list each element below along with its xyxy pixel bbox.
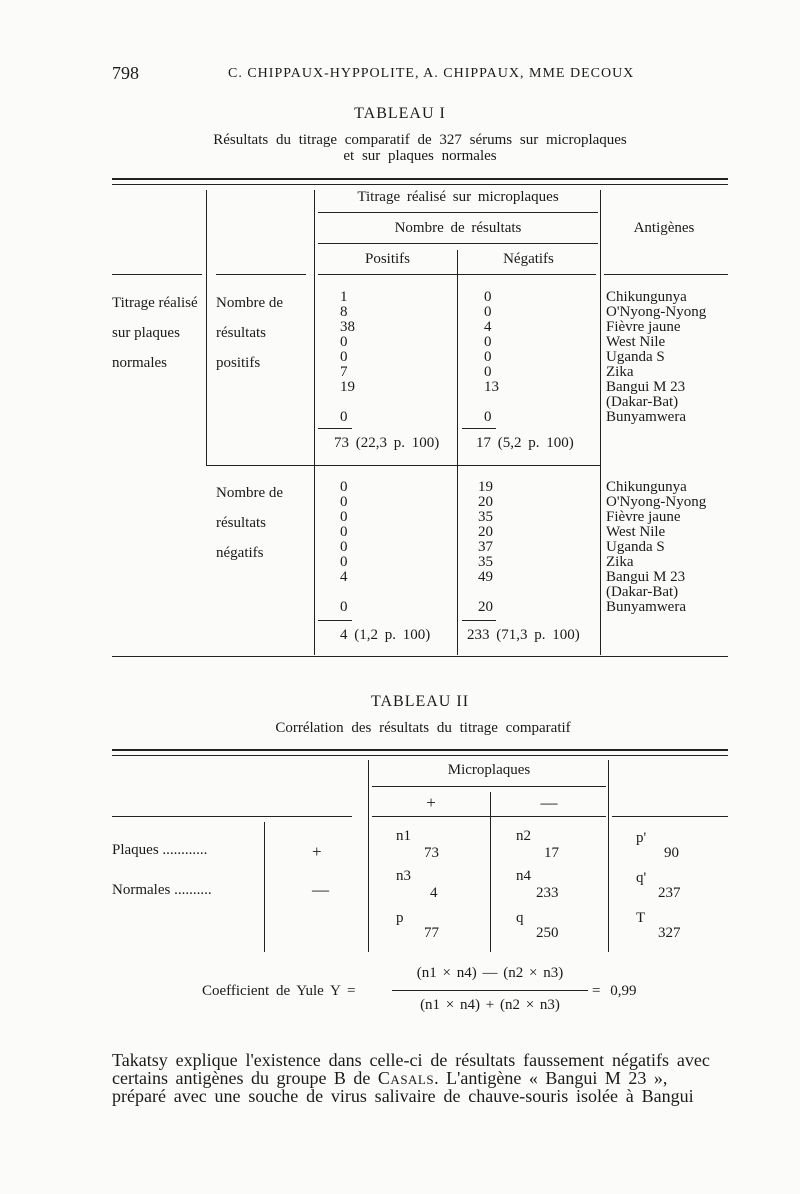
group-label-line: positifs bbox=[216, 355, 261, 371]
formula-result: = 0,99 bbox=[592, 983, 637, 999]
body-text-span: . L'antigène « Bangui M 23 », bbox=[434, 1068, 668, 1088]
antigen-name: Bunyamwera bbox=[606, 599, 686, 615]
antigen-name: Chikungunya bbox=[606, 479, 687, 495]
table-cell: 0 bbox=[340, 539, 348, 555]
formula-numerator: (n1 × n4) — (n2 × n3) bbox=[416, 965, 564, 981]
tableau2-caption: Corrélation des résultats du titrage comparatif bbox=[275, 720, 571, 736]
head-positifs: Positifs bbox=[364, 251, 410, 267]
formula-denominator: (n1 × n4) + (n2 × n3) bbox=[420, 997, 560, 1013]
table-rule bbox=[318, 212, 598, 213]
antigen-name: Chikungunya bbox=[606, 289, 687, 305]
table-rule bbox=[112, 755, 728, 756]
cell-q1-value: 237 bbox=[658, 885, 681, 901]
head-antigenes: Antigènes bbox=[633, 220, 695, 236]
table-rule bbox=[112, 274, 202, 275]
column-divider bbox=[457, 250, 458, 655]
antigen-name: O'Nyong-Nyong bbox=[606, 304, 707, 320]
body-line bbox=[112, 1069, 732, 1087]
group-label-line: négatifs bbox=[216, 545, 264, 561]
group-label-positifs bbox=[216, 288, 283, 378]
antigen-name: Zika bbox=[606, 554, 634, 570]
cell-t-label: T bbox=[636, 910, 646, 926]
table-cell: 20 bbox=[478, 524, 493, 540]
table-cell: 35 bbox=[478, 509, 493, 525]
antigen-name: Bangui M 23 bbox=[606, 379, 686, 395]
antigen-name: Bunyamwera bbox=[606, 409, 686, 425]
cell-q-label: q bbox=[516, 910, 524, 926]
tableau1-title: TABLEAU I bbox=[354, 105, 446, 122]
table-cell: 13 bbox=[484, 379, 499, 395]
table-cell: 0 bbox=[484, 364, 492, 380]
table-cell: 0 bbox=[340, 409, 348, 425]
table-cell: 4 bbox=[340, 569, 348, 585]
column-divider bbox=[608, 760, 609, 952]
table-cell: 0 bbox=[484, 289, 492, 305]
table-cell: 0 bbox=[484, 304, 492, 320]
sum-rule bbox=[318, 620, 352, 621]
table-cell bbox=[484, 395, 499, 410]
table-cell: 4 bbox=[484, 319, 492, 335]
head-microplaques: Titrage réalisé sur microplaques bbox=[357, 189, 559, 205]
table-cell: 0 bbox=[340, 334, 348, 350]
cell-n4-label: n4 bbox=[516, 868, 531, 884]
table-rule bbox=[372, 816, 606, 817]
table-rule bbox=[112, 184, 728, 185]
cell-t-value: 327 bbox=[658, 925, 681, 941]
table-rule bbox=[206, 465, 600, 466]
table-cell: 49 bbox=[478, 569, 493, 585]
head-negatifs: Négatifs bbox=[503, 251, 554, 267]
row-label-line: Titrage réalisé bbox=[112, 295, 198, 311]
table-cell: 20 bbox=[478, 494, 493, 510]
head-nombre-resultats: Nombre de résultats bbox=[394, 220, 522, 236]
fraction-bar bbox=[392, 990, 588, 991]
table-cell: 0 bbox=[340, 479, 348, 495]
group-label-line: résultats bbox=[216, 325, 266, 341]
table-rule bbox=[216, 274, 306, 275]
table-cell: 19 bbox=[478, 479, 493, 495]
table-cell bbox=[340, 585, 348, 600]
antigen-name: Zika bbox=[606, 364, 634, 380]
t2-head-plus: + bbox=[426, 793, 436, 812]
author-name: Casals bbox=[377, 1068, 435, 1088]
cell-q-value: 250 bbox=[536, 925, 559, 941]
cell-q1-label: q' bbox=[636, 870, 647, 886]
tableau1-caption-line2: et sur plaques normales bbox=[343, 148, 497, 164]
cell-n1-value: 73 bbox=[424, 845, 439, 861]
t2-head-minus: — bbox=[540, 793, 558, 812]
cell-n1-label: n1 bbox=[396, 828, 411, 844]
table-cell: 38 bbox=[340, 319, 355, 335]
row-label-line: sur plaques bbox=[112, 325, 180, 341]
t2-row1-label: Plaques ............ bbox=[112, 842, 208, 858]
body-line: Takatsy explique l'existence dans celle-ci de résultats faussement négatifs avec bbox=[112, 1050, 710, 1070]
antigen-name: Fièvre jaune bbox=[606, 509, 681, 525]
cell-p-label: p bbox=[396, 910, 404, 926]
antigen-name: Bangui M 23 bbox=[606, 569, 686, 585]
table-cell: 0 bbox=[340, 494, 348, 510]
body-paragraph bbox=[112, 1051, 732, 1105]
neg-group-positifs-column bbox=[340, 480, 348, 615]
column-divider bbox=[368, 760, 369, 952]
row-label-line: normales bbox=[112, 355, 167, 371]
pos-total-positifs: 73 (22,3 p. 100) bbox=[334, 435, 440, 451]
running-header: C. CHIPPAUX-HYPPOLITE, A. CHIPPAUX, MME DECOUX bbox=[228, 66, 635, 81]
cell-n4-value: 233 bbox=[536, 885, 559, 901]
t2-row2-sign: — bbox=[312, 880, 329, 899]
t2-head-microplaques: Microplaques bbox=[447, 762, 531, 778]
neg-total-negatifs: 233 (71,3 p. 100) bbox=[467, 627, 580, 643]
group-label-line: Nombre de bbox=[216, 295, 284, 311]
pos-total-negatifs: 17 (5,2 p. 100) bbox=[476, 435, 574, 451]
tableau2-title: TABLEAU II bbox=[370, 693, 470, 710]
column-divider bbox=[314, 190, 315, 655]
antigen-name: Fièvre jaune bbox=[606, 319, 681, 335]
table-cell: 0 bbox=[340, 554, 348, 570]
table-rule bbox=[604, 274, 728, 275]
table-cell bbox=[340, 395, 355, 410]
antigen-name: Uganda S bbox=[606, 349, 665, 365]
group-label-line: résultats bbox=[216, 515, 266, 531]
neg-group-antigens-column bbox=[606, 480, 706, 615]
table-cell bbox=[478, 585, 493, 600]
table-rule bbox=[112, 656, 728, 657]
antigen-name: O'Nyong-Nyong bbox=[606, 494, 707, 510]
row-label-plaques-normales bbox=[112, 288, 198, 378]
column-divider bbox=[206, 190, 207, 465]
column-divider bbox=[264, 822, 265, 952]
neg-group-negatifs-column bbox=[478, 480, 493, 615]
table-cell: 1 bbox=[340, 289, 348, 305]
t2-row1-sign: + bbox=[312, 842, 322, 861]
cell-n2-value: 17 bbox=[544, 845, 559, 861]
antigen-name: (Dakar-Bat) bbox=[606, 584, 679, 600]
antigen-name: (Dakar-Bat) bbox=[606, 394, 679, 410]
table-rule bbox=[318, 243, 598, 244]
table-cell: 8 bbox=[340, 304, 348, 320]
pos-group-positifs-column bbox=[340, 290, 355, 425]
cell-p1-label: p' bbox=[636, 830, 647, 846]
t2-row2-label: Normales .......... bbox=[112, 882, 212, 898]
table-rule bbox=[112, 178, 728, 180]
cell-p-value: 77 bbox=[424, 925, 439, 941]
table-rule bbox=[112, 816, 352, 817]
table-cell: 0 bbox=[340, 599, 348, 615]
pos-group-negatifs-column bbox=[484, 290, 499, 425]
table-rule bbox=[372, 786, 606, 787]
table-cell: 0 bbox=[484, 334, 492, 350]
antigen-name: West Nile bbox=[606, 524, 666, 540]
antigen-name: West Nile bbox=[606, 334, 666, 350]
table-cell: 0 bbox=[484, 409, 492, 425]
body-line: préparé avec une souche de virus salivaire de chauve-souris isolée à Bangui bbox=[112, 1086, 694, 1106]
sum-rule bbox=[462, 620, 496, 621]
table-cell: 0 bbox=[340, 509, 348, 525]
cell-n3-label: n3 bbox=[396, 868, 411, 884]
group-label-negatifs bbox=[216, 478, 283, 568]
neg-total-positifs: 4 (1,2 p. 100) bbox=[340, 627, 431, 643]
cell-n3-value: 4 bbox=[430, 885, 438, 901]
table-rule bbox=[612, 816, 728, 817]
sum-rule bbox=[318, 428, 352, 429]
antigen-name: Uganda S bbox=[606, 539, 665, 555]
page-number: 798 bbox=[112, 63, 139, 83]
table-cell: 7 bbox=[340, 364, 348, 380]
table-cell: 0 bbox=[484, 349, 492, 365]
table-cell: 37 bbox=[478, 539, 493, 555]
body-text-span: certains antigènes du groupe B de bbox=[112, 1068, 378, 1088]
sum-rule bbox=[462, 428, 496, 429]
column-divider bbox=[600, 190, 601, 655]
table-cell: 0 bbox=[340, 524, 348, 540]
table-cell: 19 bbox=[340, 379, 355, 395]
cell-p1-value: 90 bbox=[664, 845, 679, 861]
tableau1-caption-line1: Résultats du titrage comparatif de 327 sérums sur microplaques bbox=[213, 132, 627, 148]
formula-left: Coefficient de Yule Y = bbox=[202, 983, 356, 999]
group-label-line: Nombre de bbox=[216, 485, 284, 501]
cell-n2-label: n2 bbox=[516, 828, 531, 844]
table-rule bbox=[112, 749, 728, 751]
table-cell: 0 bbox=[340, 349, 348, 365]
table-cell: 35 bbox=[478, 554, 493, 570]
pos-group-antigens-column bbox=[606, 290, 706, 425]
table-rule bbox=[318, 274, 596, 275]
table-cell: 20 bbox=[478, 599, 493, 615]
